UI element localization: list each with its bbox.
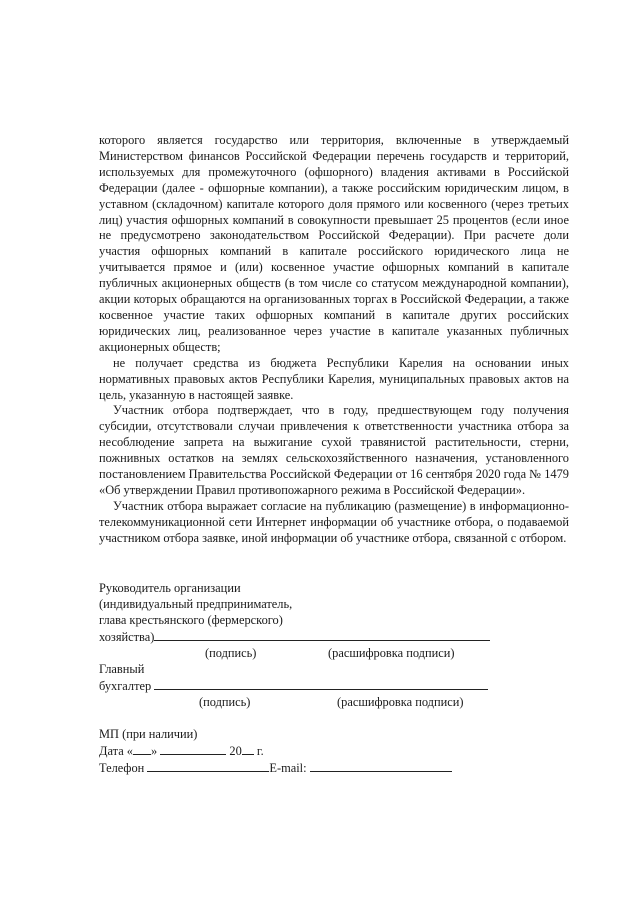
date-month-field[interactable]: [160, 742, 226, 755]
head-signature-line[interactable]: [154, 628, 490, 641]
accountant-caption-decode: (расшифровка подписи): [337, 695, 464, 709]
phone-field[interactable]: [147, 759, 269, 772]
contacts-line: [99, 759, 569, 776]
head-title-line1: Руководитель организации: [99, 581, 241, 595]
accountant-signature-line[interactable]: [154, 677, 488, 690]
paragraph-fire-ban: Участник отбора подтверждает, что в году, предшествующем году получения субсидии, отсутствовали случаи привлечения к ответственности участника отбора за несоблюдение запрета на выжигание сухой травянистой растительности, стерни, пожнивных остатков на землях сельскохозяйственного назначения, установленного постановлением Правительства Российской Федерации от 16 сентября 2020 года № 1479 «Об утверждении Правил противопожарного режима в Российской Федерации».: [99, 403, 569, 497]
accountant-line1: Главный: [99, 662, 145, 676]
paragraph-budget: не получает средства из бюджета Республики Карелия на основании иных нормативных правовых актов Республики Карелия, муниципальных правовых актов на цель, указанную в настоящей заявке.: [99, 355, 569, 402]
date-year-field[interactable]: [242, 742, 254, 755]
head-title-line2: (индивидуальный предприниматель,: [99, 597, 293, 611]
paragraph-consent: Участник отбора выражает согласие на публикацию (размещение) в информационно-телекоммуникационной сети Интернет информации об участнике отбора, о подаваемой участником отбора заявке, иной информации об участнике отбора, связанной с отбором.: [99, 498, 569, 545]
head-caption-decode: (расшифровка подписи): [328, 646, 455, 660]
head-title-label: хозяйства): [99, 630, 155, 644]
accountant-label: бухгалтер: [99, 679, 152, 693]
date-year-prefix: 20: [229, 744, 242, 758]
head-title-line3: глава крестьянского (фермерского): [99, 613, 283, 627]
paragraph-offshore: которого является государство или территория, включенные в утверждаемый Министерством финансов Российской Федерации перечень государств и территорий, используемых для промежуточного (офшорного) владения активами в Российской Федерации (далее - офшорные компании), а также российским юридическим лицом, в уставном (складочном) капитале которого доля прямого или косвенного (через третьих лиц) участия офшорных компаний в совокупности превышает 25 процентов (если иное не предусмотрено законодательством Российской Федерации). При расчете доли участия офшорных компаний в капитале российского юридического лица не учитывается прямое и (или) косвенное участие офшорных компаний в капитале публичных акционерных обществ (в том числе со статусом международной компании), акции которых обращаются на организованных торгах в Российской Федерации, а также косвенное участие таких офшорных компаний в капитале других российских юридических лиц, реализованное через участие в капитале указанных публичных акционерных обществ;: [99, 133, 569, 354]
date-label: Дата «: [99, 744, 133, 758]
signature-block: [99, 580, 569, 776]
date-quote-close: »: [151, 744, 158, 758]
head-caption-sign: (подпись): [205, 646, 257, 660]
head-captions: [99, 645, 569, 661]
date-day-field[interactable]: [133, 742, 151, 755]
accountant-captions: [99, 694, 569, 710]
phone-label: Телефон: [99, 761, 145, 775]
accountant-caption-sign: (подпись): [199, 695, 251, 709]
date-line: [99, 742, 569, 759]
body-text: [99, 133, 569, 547]
head-title-line4: [99, 628, 569, 645]
stamp-line: МП (при наличии): [99, 727, 198, 741]
email-label: E-mail:: [269, 761, 307, 775]
email-field[interactable]: [310, 759, 452, 772]
date-year-suffix: г.: [256, 744, 264, 758]
accountant-line2: [99, 677, 569, 694]
